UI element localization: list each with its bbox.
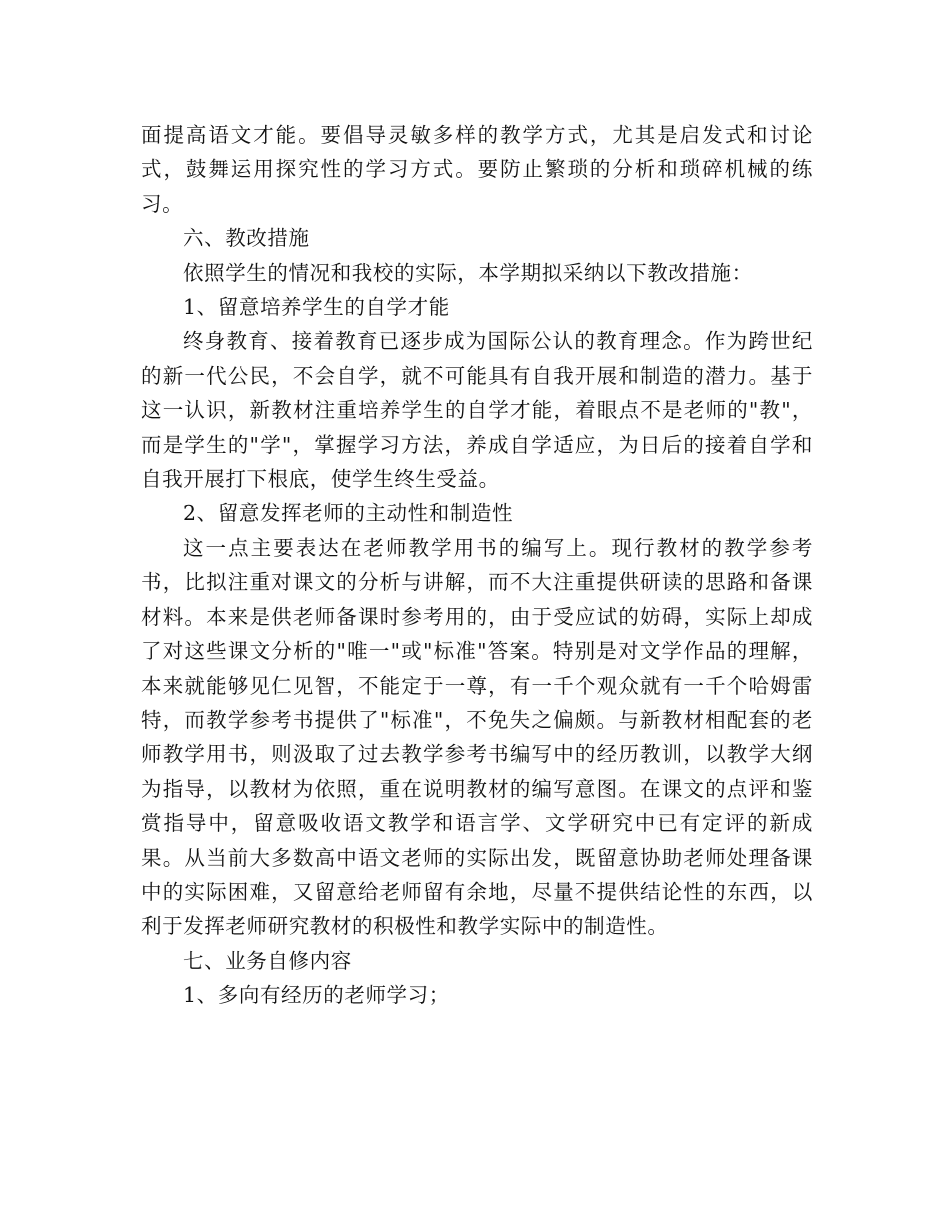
subheading-self-study: 1、留意培养学生的自学才能: [183, 295, 450, 320]
document-body: [141, 118, 813, 1013]
paragraph-reform-intro: 依照学生的情况和我校的实际，本学期拟采纳以下教改措施：: [183, 260, 753, 285]
paragraph-self-study: 终身教育、接着教育已逐步成为国际公认的教育理念。作为跨世纪的新一代公民，不会自学，就不可能具有自我开展和制造的潜力。基于这一认识，新教材注重培养学生的自学才能，着眼点不是老师的"教"，而是学生的"学"，掌握学习方法，养成自学适应，为日后的接着自学和自我开展打下根底，使学生终生受益。: [141, 329, 813, 492]
paragraph-teacher-initiative: 这一点主要表达在老师教学用书的编写上。现行教材的教学参考书，比拟注重对课文的分析与讲解，而不大注重提供研读的思路和备课材料。本来是供老师备课时参考用的，由于受应试的妨碍，实际上却成了对这些课文分析的"唯一"或"标准"答案。特别是对文学作品的理解，本来就能够见仁见智，不能定于一尊，有一千个观众就有一千个哈姆雷特，而教学参考书提供了"标准"，不免失之偏颇。与新教材相配套的老师教学用书，则汲取了过去教学参考书编写中的经历教训，以教学大纲为指导，以教材为依照，重在说明教材的编写意图。在课文的点评和鉴赏指导中，留意吸收语文教学和语言学、文学研究中已有定评的新成果。从当前大多数高中语文老师的实际出发，既留意协助老师处理备课中的实际困难，又留意给老师留有余地，尽量不提供结论性的东西，以利于发挥老师研究教材的积极性和教学实际中的制造性。: [141, 535, 813, 939]
list-item-learn-from-teachers: 1、多向有经历的老师学习；: [183, 983, 450, 1008]
section-heading-teaching-reform: 六、教改措施: [183, 226, 310, 251]
section-heading-self-training: 七、业务自修内容: [183, 948, 352, 973]
subheading-teacher-initiative: 2、留意发挥老师的主动性和制造性: [183, 501, 514, 526]
paragraph-continuation: 面提高语文才能。要倡导灵敏多样的教学方式，尤其是启发式和讨论式，鼓舞运用探究性的学习方式。要防止繁琐的分析和琐碎机械的练习。: [141, 123, 813, 216]
